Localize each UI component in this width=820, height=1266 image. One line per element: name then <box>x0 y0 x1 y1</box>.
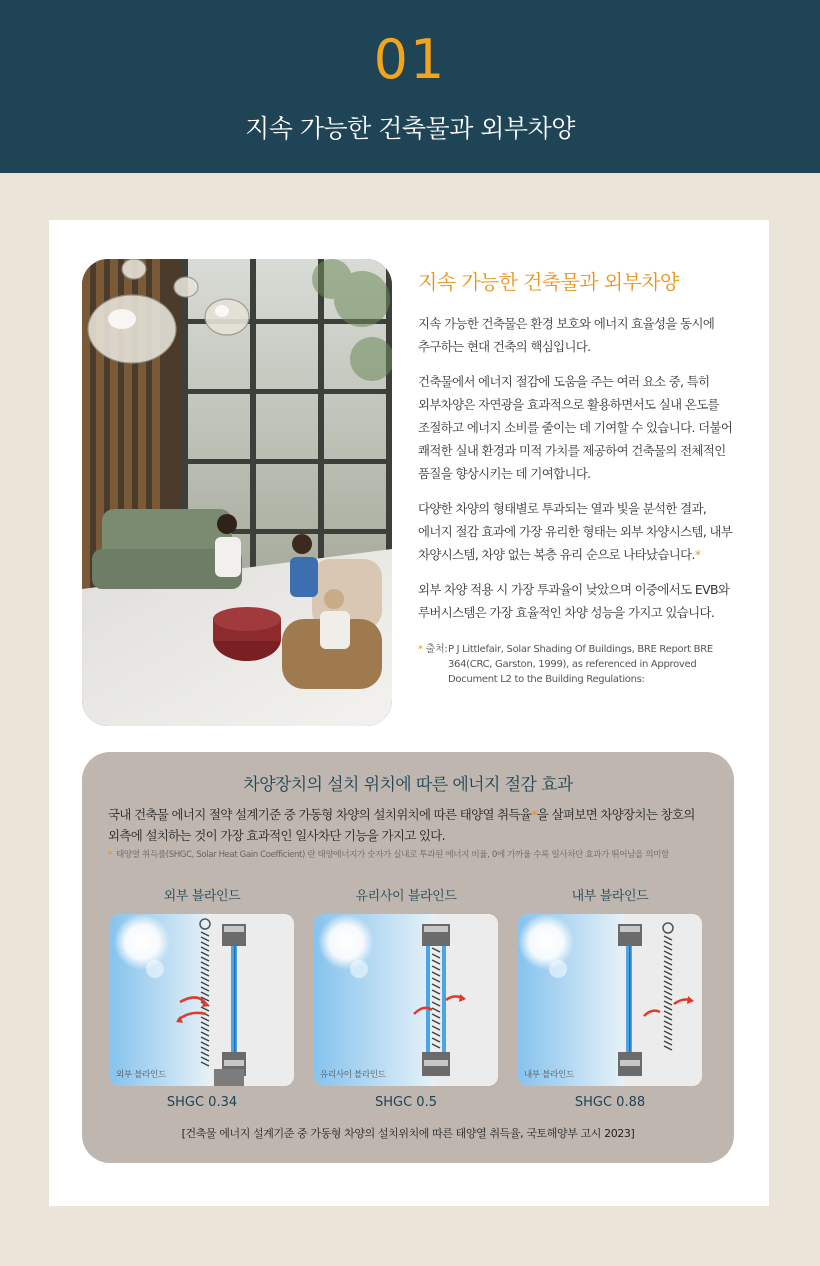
blind-diagram <box>314 914 498 1086</box>
source-label: 출처: <box>425 644 448 655</box>
comparison-desc-part2: 을 살펴보면 차양장치는 창호의 외측에 설치하는 것이 가장 효과적인 일사차단 기능을 가지고 있다. <box>108 807 695 843</box>
blind-label: 유리사이 블라인드 <box>355 889 457 904</box>
comparison-desc-mark: * <box>531 807 537 822</box>
comparison-panel <box>82 752 734 1163</box>
blind-item-internal <box>518 887 702 1110</box>
source-lead <box>418 642 447 657</box>
source-mark: * <box>418 644 423 655</box>
shgc-value: SHGC 0.5 <box>375 1095 437 1110</box>
blind-item-external <box>110 887 294 1110</box>
intro-paragraph-3 <box>418 497 736 566</box>
blind-diagram <box>518 914 702 1086</box>
section-header <box>0 0 820 173</box>
shgc-value: SHGC 0.34 <box>166 1095 238 1110</box>
intro-paragraph-3-text: 다양한 차양의 형태별로 투과되는 열과 빛을 분석한 결과, 에너지 절감 효과에 가장 유리한 형태는 외부 차양시스템, 내부 차양시스템, 차양 없는 복층 유리 순으로 나타났습니다. <box>418 501 733 562</box>
intro-paragraph-2: 건축물에서 에너지 절감에 도움을 주는 여러 요소 중, 특히 외부차양은 자연광을 효과적으로 활용하면서도 실내 온도를 조절하고 에너지 소비를 줄이는 데 기여할 수 있습니다. 더불어 쾌적한 실내 환경과 미적 가치를 제공하여 건축물의 전체적인 품질을 향상시키는 데 기여합니다. <box>418 374 733 481</box>
reference-note: [건축물 에너지 설계기준 중 가동형 차양의 설치위치에 따른 태양열 취득율, 국토해양부 고시 2023] <box>181 1127 635 1140</box>
shgc-note <box>108 848 720 862</box>
comparison-heading: 차양장치의 설치 위치에 따른 에너지 절감 효과 <box>243 775 573 795</box>
blind-item-between-glass <box>314 887 498 1110</box>
comparison-desc-part1: 국내 건축물 에너지 절약 설계기준 중 가동형 차양의 설치위치에 따른 태양열 취득율 <box>108 807 532 822</box>
blind-diagram <box>110 914 294 1086</box>
shgc-note-text: 태양열 취득률(SHGC, Solar Heat Gain Coefficient) 란 태양에너지가 숫자가 실내로 투과된 에너지 비율, 0에 가까울 수록 일사차단 효과가 뛰어남을 의미함 <box>116 850 669 860</box>
sun-icon <box>318 914 374 970</box>
source-citation <box>418 642 736 687</box>
sun-icon <box>114 914 170 970</box>
sun-icon <box>518 914 574 970</box>
intro-paragraph-1: 지속 가능한 건축물은 환경 보호와 에너지 효율성을 동시에 추구하는 현대 건축의 핵심입니다. <box>418 316 715 354</box>
section-title: 지속 가능한 건축물과 외부차양 <box>245 114 575 143</box>
blind-comparison <box>110 887 710 1117</box>
section-number: 01 <box>373 28 447 91</box>
content-card <box>49 220 769 1206</box>
comparison-description <box>108 804 714 846</box>
shgc-value: SHGC 0.88 <box>574 1095 646 1110</box>
intro-text <box>418 265 736 687</box>
blind-label: 외부 블라인드 <box>163 889 241 904</box>
intro-heading: 지속 가능한 건축물과 외부차양 <box>418 270 679 294</box>
blind-tag: 내부 블라인드 <box>524 1070 574 1080</box>
footnote-mark: * <box>694 547 701 562</box>
intro-paragraph-4: 외부 차양 적용 시 가장 투과율이 낮았으며 이중에서도 EVB와 루버시스템은 가장 효율적인 차양 성능을 가지고 있습니다. <box>418 582 730 620</box>
blind-tag: 유리사이 블라인드 <box>320 1070 386 1080</box>
source-text: P J Littlefair, Solar Shading Of Buildings, BRE Report BRE 364(CRC, Garston, 1999), as referenced in Approved Document L2 to the Building Regulations: <box>448 644 713 685</box>
blind-label: 내부 블라인드 <box>571 889 649 904</box>
shgc-note-mark: * <box>108 850 112 860</box>
lounge-photo <box>82 259 392 726</box>
blind-tag: 외부 블라인드 <box>116 1070 166 1080</box>
